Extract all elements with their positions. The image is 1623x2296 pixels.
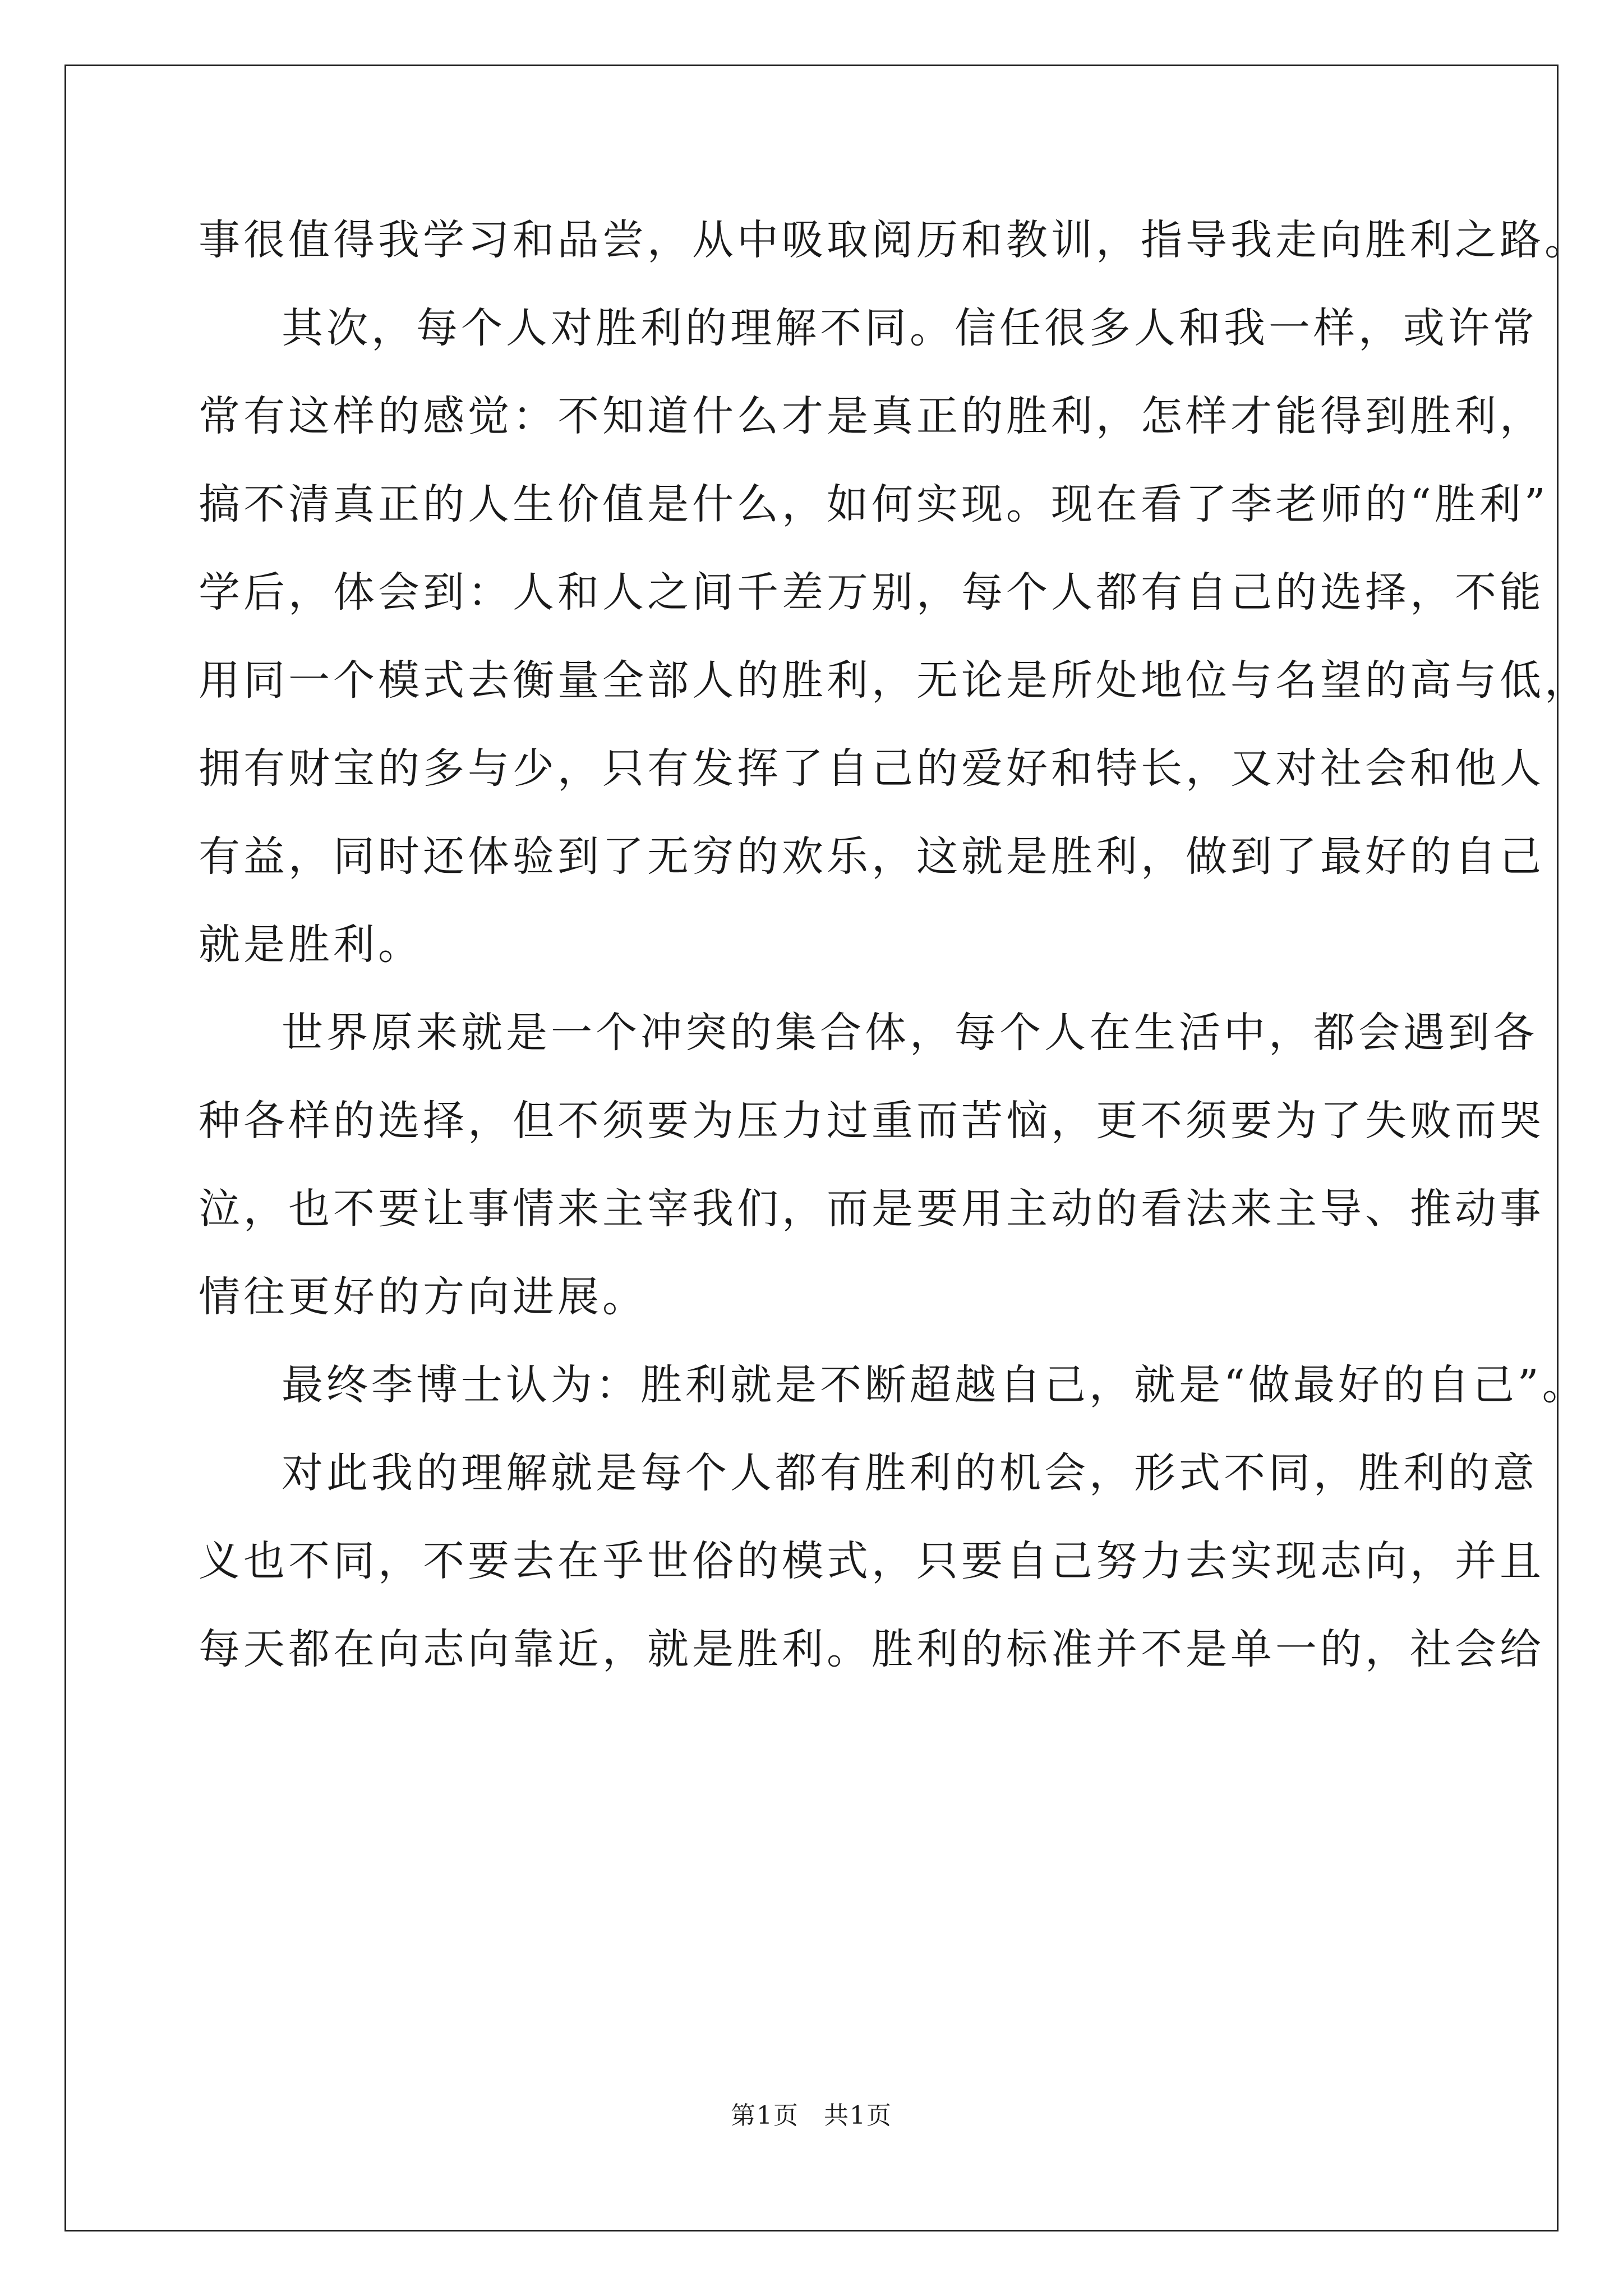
text-line: 情往更好的方向进展。 <box>199 1273 647 1321</box>
text-line: 义也不同，不要去在乎世俗的模式，只要自己努力去实现志向，并且 <box>199 1537 1544 1585</box>
page-number-current: 第1页 <box>731 2101 799 2130</box>
text-line: 对此我的理解就是每个人都有胜利的机会，形式不同，胜利的意 <box>282 1449 1538 1497</box>
text-line: 最终李博士认为：胜利就是不断超越自己，就是“做最好的自己”。 <box>282 1361 1587 1409</box>
text-line: 学后，体会到：人和人之间千差万别，每个人都有自己的选择，不能 <box>199 568 1544 616</box>
text-line: 用同一个模式去衡量全部人的胜利，无论是所处地位与名望的高与低， <box>199 656 1589 705</box>
text-line: 事很值得我学习和品尝，从中吸取阅历和教训，指导我走向胜利之路。 <box>199 216 1589 264</box>
text-line: 其次，每个人对胜利的理解不同。信任很多人和我一样，或许常 <box>282 304 1538 352</box>
text-line: 就是胜利。 <box>199 921 423 969</box>
text-line: 世界原来就是一个冲突的集合体，每个人在生活中，都会遇到各 <box>282 1009 1538 1057</box>
text-line: 种各样的选择，但不须要为压力过重而苦恼，更不须要为了失败而哭 <box>199 1097 1544 1145</box>
text-line: 泣，也不要让事情来主宰我们，而是要用主动的看法来主导、推动事 <box>199 1185 1544 1233</box>
page-number-total: 共1页 <box>824 2101 892 2130</box>
text-line: 有益，同时还体验到了无穷的欢乐，这就是胜利，做到了最好的自己 <box>199 832 1544 881</box>
text-line: 每天都在向志向靠近，就是胜利。胜利的标准并不是单一的，社会给 <box>199 1625 1544 1673</box>
text-line: 搞不清真正的人生价值是什么，如何实现。现在看了李老师的“胜利” <box>199 480 1549 528</box>
page-footer <box>0 2099 1623 2133</box>
text-line: 拥有财宝的多与少，只有发挥了自己的爱好和特长，又对社会和他人 <box>199 744 1544 793</box>
text-line: 常有这样的感觉：不知道什么才是真正的胜利，怎样才能得到胜利， <box>199 392 1544 440</box>
